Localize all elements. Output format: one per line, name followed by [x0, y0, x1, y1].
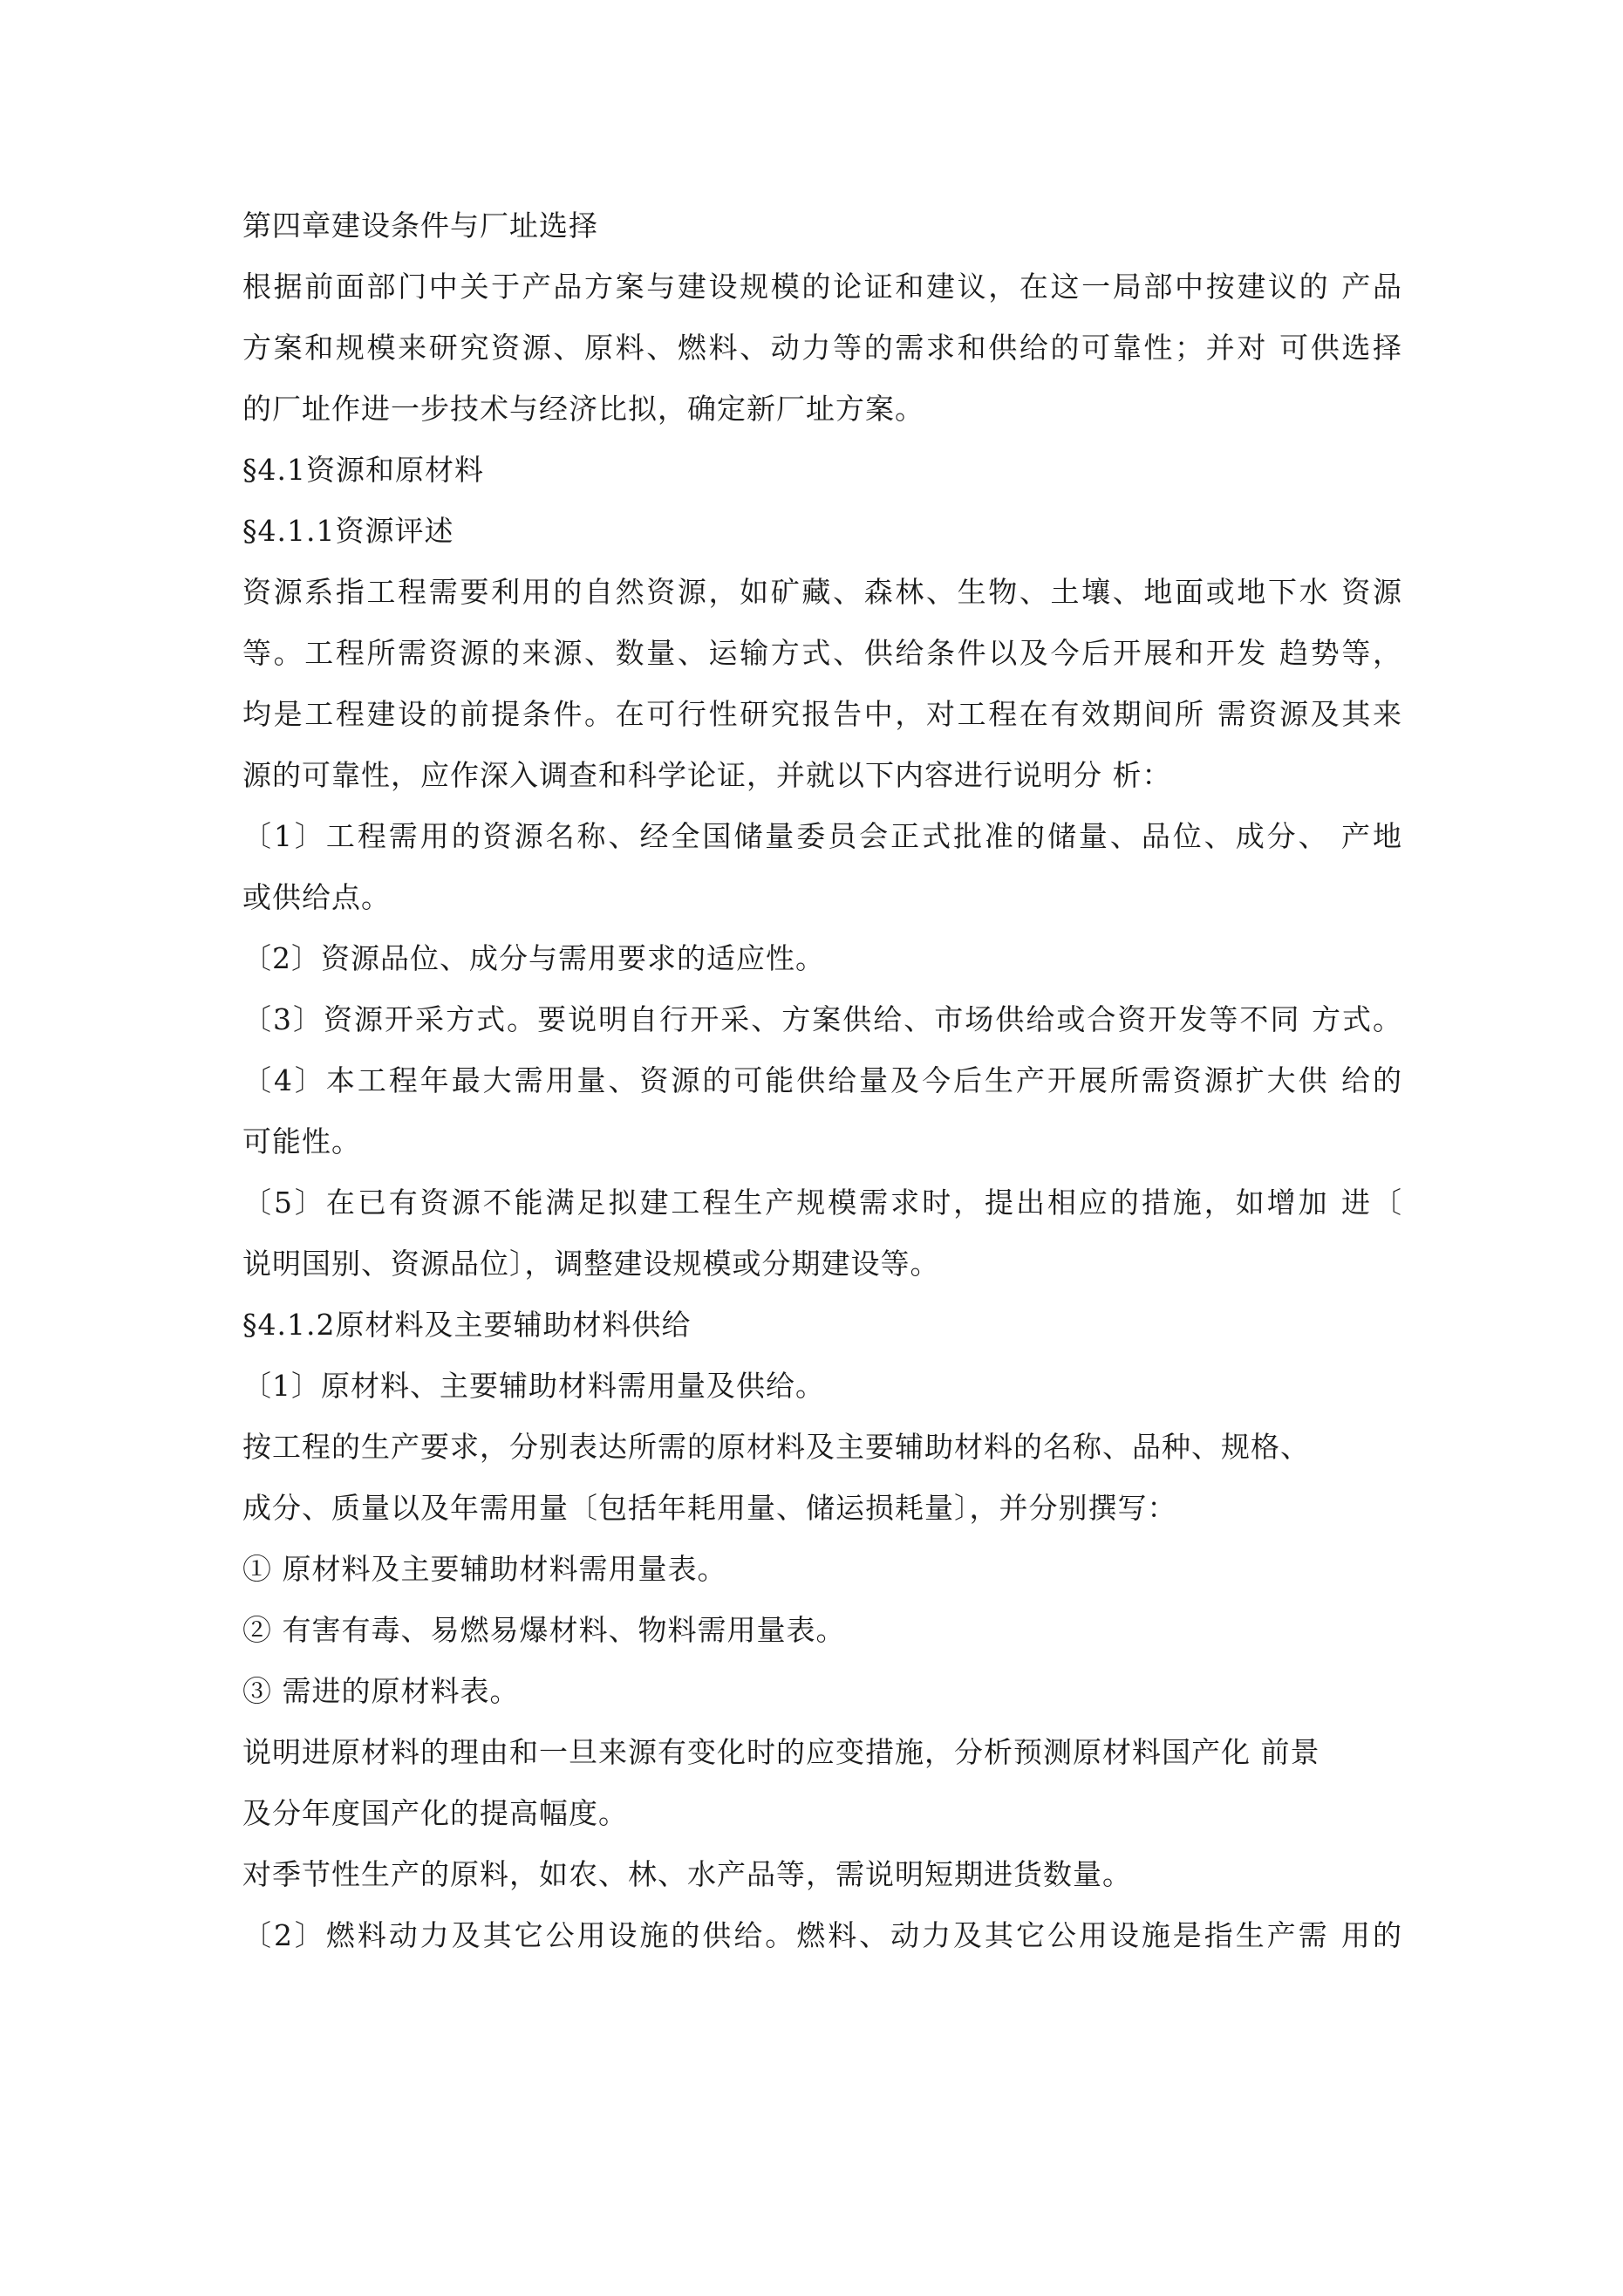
document-body [242, 195, 1402, 1966]
numbered-item: ② 有害有毒、易燃易爆材料、物料需用量表。 [242, 1613, 846, 1647]
subsection-heading: §4.1.1资源评述 [242, 514, 454, 548]
chapter-title: 第四章建设条件与厂址选择 [242, 208, 598, 243]
paragraph-line: 资源系指工程需要利用的自然资源，如矿藏、森林、生物、土壤、地面或地下水 资源 [242, 575, 1402, 609]
paragraph-line: 按工程的生产要求，分别表达所需的原材料及主要辅助材料的名称、品种、规格、 [242, 1430, 1310, 1464]
list-item-line: 〔4〕本工程年最大需用量、资源的可能供给量及今后生产开展所需资源扩大供 给的 [242, 1063, 1402, 1097]
paragraph-line: 等。工程所需资源的来源、数量、运输方式、供给条件以及今后开展和开发 趋势等， [242, 636, 1402, 670]
paragraph-line: 方案和规模来研究资源、原料、燃料、动力等的需求和供给的可靠性；并对 可供选择 [242, 331, 1402, 365]
paragraph-line: 的厂址作进一步技术与经济比拟，确定新厂址方案。 [242, 392, 924, 426]
paragraph-line: 说明进原材料的理由和一旦来源有变化时的应变措施，分析预测原材料国产化 前景 [242, 1735, 1320, 1769]
list-item-line: 或供给点。 [242, 880, 391, 914]
numbered-item: ① 原材料及主要辅助材料需用量表。 [242, 1552, 727, 1586]
list-item-line: 说明国别、资源品位〕，调整建设规模或分期建设等。 [242, 1247, 940, 1281]
list-item-line: 〔2〕燃料动力及其它公用设施的供给。燃料、动力及其它公用设施是指生产需 用的 [242, 1918, 1402, 1952]
paragraph-line: 成分、质量以及年需用量〔包括年耗用量、储运损耗量〕，并分别撰写： [242, 1491, 1177, 1525]
list-item-line: 〔1〕原材料、主要辅助材料需用量及供给。 [242, 1369, 825, 1403]
list-item-line: 〔2〕资源品位、成分与需用要求的适应性。 [242, 941, 825, 975]
paragraph-line: 根据前面部门中关于产品方案与建设规模的论证和建议，在这一局部中按建议的 产品 [242, 270, 1402, 304]
list-item-line: 可能性。 [242, 1124, 361, 1158]
numbered-item: ③ 需进的原材料表。 [242, 1674, 520, 1708]
list-item-line: 〔1〕工程需用的资源名称、经全国储量委员会正式批准的储量、品位、成分、 产地 [242, 819, 1402, 853]
list-item-line: 〔3〕资源开采方式。要说明自行开采、方案供给、市场供给或合资开发等不同 方式。 [242, 1002, 1402, 1036]
paragraph-line: 对季节性生产的原料，如农、林、水产品等，需说明短期进货数量。 [242, 1857, 1132, 1891]
section-heading: §4.1资源和原材料 [242, 453, 484, 487]
paragraph-line: 均是工程建设的前提条件。在可行性研究报告中，对工程在有效期间所 需资源及其来 [242, 697, 1402, 731]
paragraph-line: 源的可靠性，应作深入调查和科学论证，并就以下内容进行说明分 析： [242, 758, 1172, 792]
paragraph-line: 及分年度国产化的提高幅度。 [242, 1796, 628, 1830]
subsection-heading: §4.1.2原材料及主要辅助材料供给 [242, 1308, 692, 1342]
list-item-line: 〔5〕在已有资源不能满足拟建工程生产规模需求时，提出相应的措施，如增加 进〔 [242, 1186, 1402, 1220]
